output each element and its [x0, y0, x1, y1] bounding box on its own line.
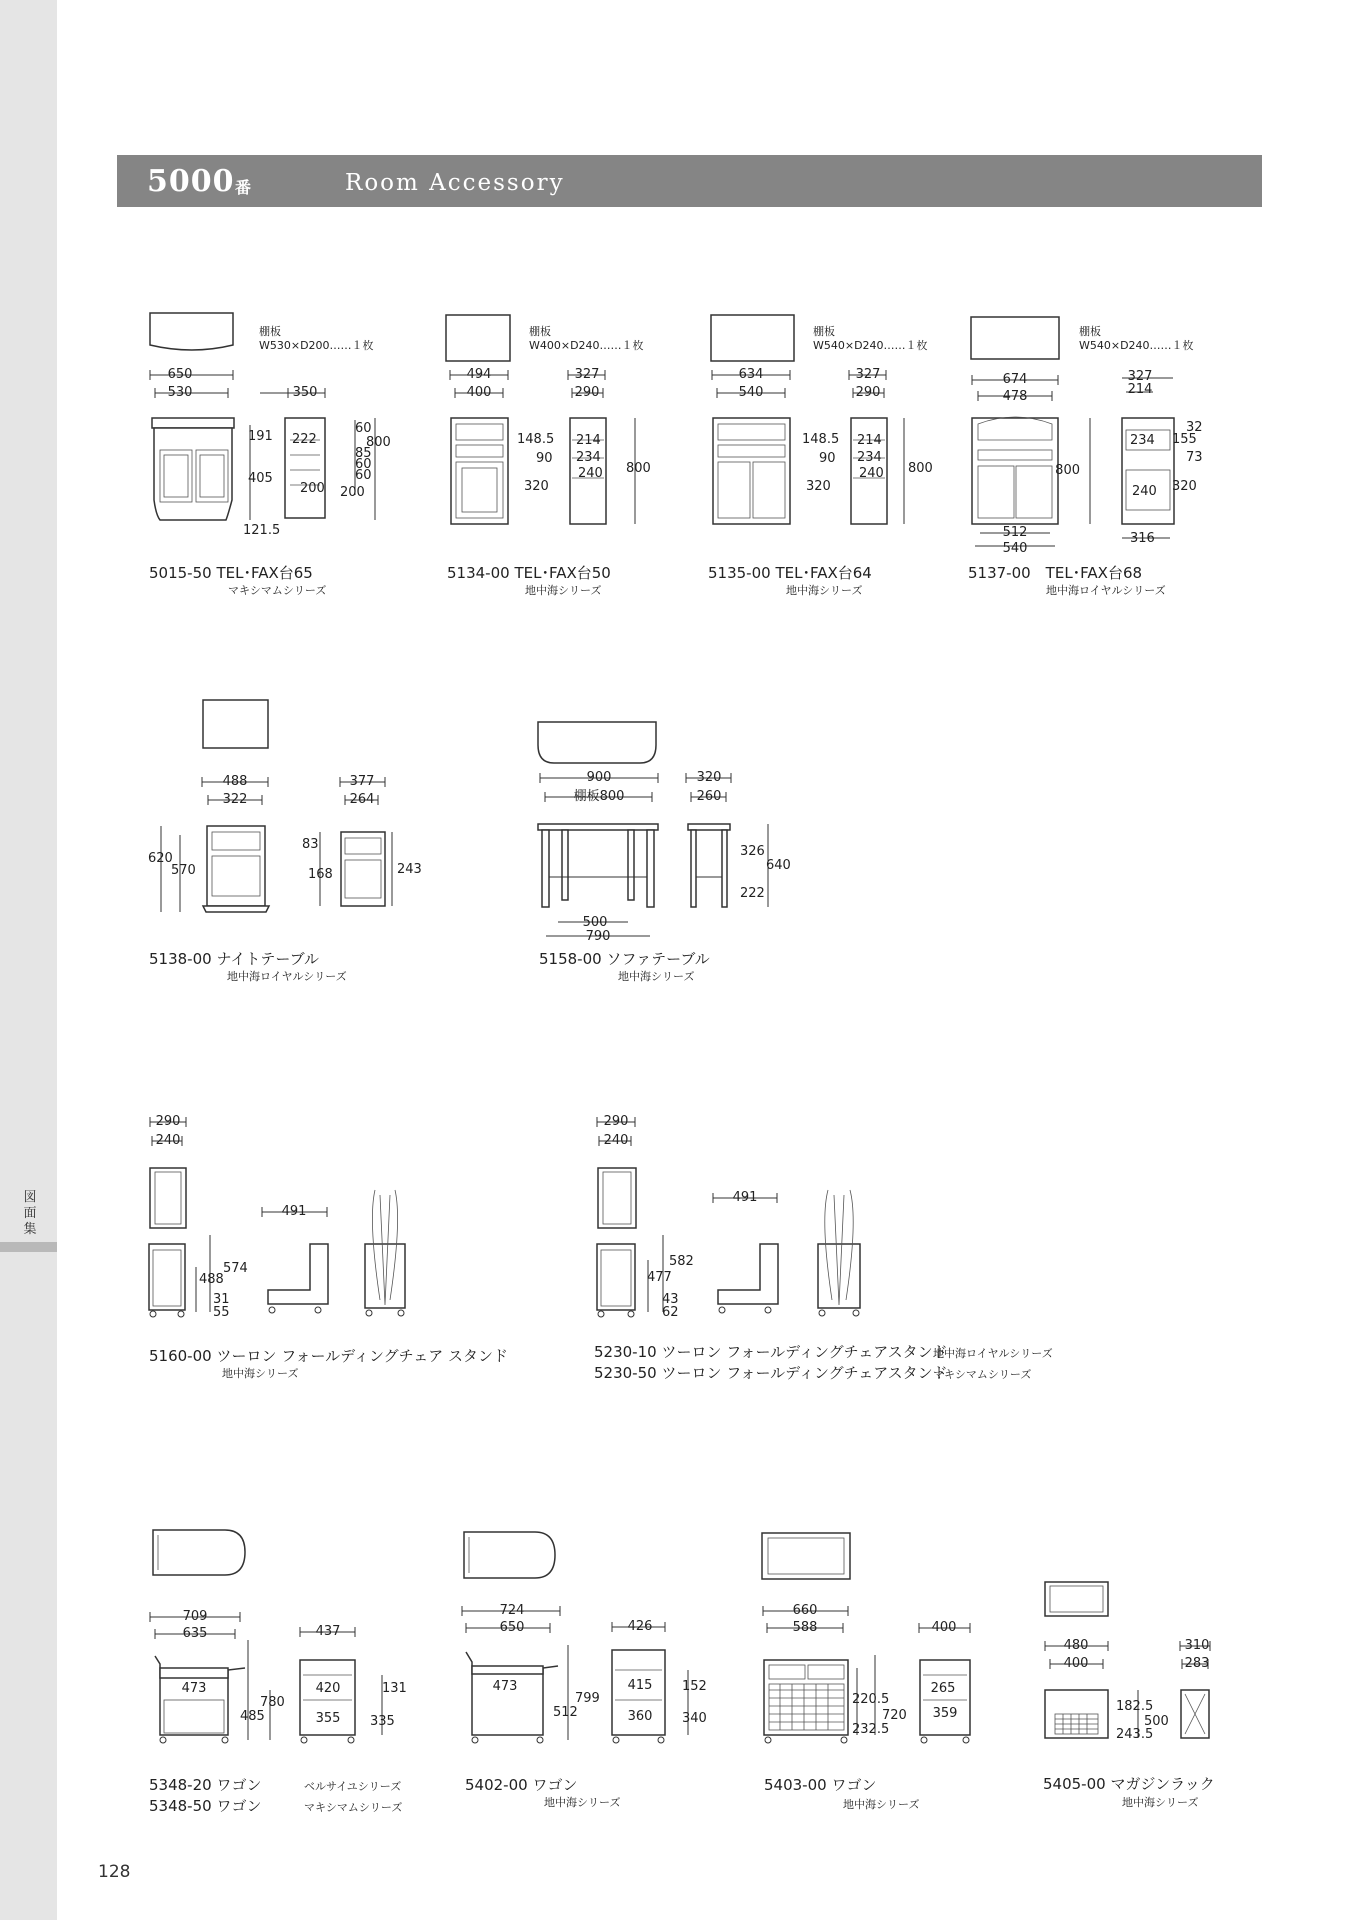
top-view [762, 1533, 850, 1579]
dim-label: 327 [855, 367, 881, 382]
dim-label: 83 [302, 837, 319, 852]
shelf-note-title: 棚板 [529, 325, 551, 338]
page-number: 128 [98, 1862, 131, 1882]
top-view [1045, 1582, 1108, 1616]
product-series: 地中海ロイヤルシリーズ [227, 970, 347, 983]
dim-label: 488 [199, 1272, 224, 1287]
dim-label: 32 [1186, 420, 1203, 435]
product-caption: 5403-00 ワゴン [764, 1776, 877, 1794]
product-caption: 5137-00 TEL･FAX台68 [968, 564, 1143, 582]
dim-label: 60 [355, 468, 372, 483]
section-number-suffix: 番 [235, 178, 252, 197]
dim-label: 232.5 [852, 1722, 890, 1737]
dim-label: 340 [682, 1711, 707, 1726]
product-caption: 5135-00 TEL･FAX台64 [708, 564, 872, 582]
dim-label: 780 [260, 1695, 285, 1710]
dim-label: 800 [366, 435, 391, 450]
dim-label: 240 [155, 1133, 181, 1148]
dim-label: 574 [223, 1261, 248, 1276]
top-view [150, 313, 233, 350]
product-caption: 5402-00 ワゴン [465, 1776, 578, 1794]
drawing-5405-00 [1045, 1582, 1210, 1742]
dim-label: 290 [155, 1114, 181, 1129]
dim-label: 360 [627, 1709, 653, 1724]
dim-label: 320 [1172, 479, 1197, 494]
dim-label: 260 [696, 789, 722, 804]
drawing-5138-00 [148, 700, 422, 912]
dim-label: 60 [355, 421, 372, 436]
dim-label: 650 [499, 1620, 525, 1635]
dim-label: 191 [248, 429, 273, 444]
dim-label: 214 [576, 433, 601, 448]
product-series: マキシマムシリーズ [933, 1368, 1032, 1381]
dim-label: 31 [213, 1292, 230, 1307]
dim-label: 155 [1172, 432, 1197, 447]
dim-label: 222 [292, 432, 317, 447]
dim-label: 220.5 [852, 1692, 890, 1707]
product-caption: 5405-00 マガジンラック [1043, 1775, 1215, 1793]
dim-label: 200 [300, 481, 325, 496]
product-caption: 5138-00 ナイトテーブル [149, 950, 320, 968]
dim-label: 500 [1144, 1714, 1169, 1729]
dim-label: 85 [355, 446, 372, 461]
dim-label: 500 [582, 915, 608, 930]
dim-label: 720 [882, 1708, 907, 1723]
top-view [971, 317, 1059, 359]
dim-label: 355 [315, 1711, 341, 1726]
dim-label: 582 [669, 1254, 694, 1269]
dim-label: 316 [1130, 531, 1155, 546]
dim-label: 420 [315, 1681, 341, 1696]
dim-label: 540 [1002, 541, 1028, 556]
drawing-5160-00 [149, 1114, 405, 1320]
top-view [598, 1168, 636, 1228]
dim-label: 90 [819, 451, 836, 466]
dim-label: 359 [932, 1706, 958, 1721]
dim-label: 478 [1002, 389, 1028, 404]
dim-label: 168 [308, 867, 333, 882]
dim-label: 148.5 [517, 432, 555, 447]
dim-label: 350 [292, 385, 318, 400]
dim-label: 800 [908, 461, 933, 476]
shelf-note [813, 325, 928, 353]
product-caption: 5348-50 ワゴン [149, 1797, 262, 1815]
dim-label: 400 [931, 1620, 957, 1635]
dim-label: 620 [148, 851, 173, 866]
dim-label: 485 [240, 1709, 265, 1724]
product-series: 地中海シリーズ [786, 584, 863, 597]
shelf-note [529, 325, 644, 353]
product-caption: 5348-20 ワゴン [149, 1776, 262, 1794]
dim-label: 488 [222, 774, 248, 789]
side-label-char: 面 [23, 1206, 37, 1221]
dim-label: 90 [536, 451, 553, 466]
dim-label: 415 [627, 1678, 653, 1693]
dim-label: 724 [499, 1603, 525, 1618]
shelf-note-title: 棚板 [259, 325, 281, 338]
dim-label: 152 [682, 1679, 707, 1694]
side-label-char: 図 [23, 1190, 37, 1205]
dim-label: 426 [627, 1619, 653, 1634]
shelf-note-size: W400×D240……１枚 [529, 339, 644, 352]
dim-label: 473 [492, 1679, 518, 1694]
dim-label: 182.5 [1116, 1699, 1154, 1714]
dim-label: 60 [355, 457, 372, 472]
dim-label: 322 [222, 792, 248, 807]
drawing-5348-20 [150, 1530, 407, 1743]
shelf-note [1079, 325, 1194, 353]
dim-label: 530 [167, 385, 193, 400]
dim-label: 222 [740, 886, 765, 901]
dim-label: 335 [370, 1714, 395, 1729]
dim-label: 400 [1063, 1656, 1089, 1671]
dim-label: 660 [792, 1603, 818, 1618]
product-series: ベルサイユシリーズ [304, 1780, 402, 1793]
dim-label: 640 [766, 858, 791, 873]
dim-label: 243.5 [1116, 1727, 1154, 1742]
side-label-char: 集 [23, 1222, 37, 1237]
shelf-note [259, 325, 374, 353]
dim-label: 327 [574, 367, 600, 382]
product-series: 地中海シリーズ [525, 584, 602, 597]
dim-label: 480 [1063, 1638, 1089, 1653]
dim-label: 320 [696, 770, 722, 785]
dim-label: 377 [349, 774, 375, 789]
dim-label: 265 [930, 1681, 956, 1696]
section-number: 5000 [147, 164, 235, 199]
dim-label: 709 [182, 1609, 208, 1624]
product-series: 地中海ロイヤルシリーズ [933, 1347, 1053, 1360]
product-series: 地中海ロイヤルシリーズ [1046, 584, 1166, 597]
drawing-5158-00 [538, 722, 791, 944]
dim-label: 800 [626, 461, 651, 476]
section-title: Room Accessory [345, 170, 565, 196]
dim-label: 400 [466, 385, 492, 400]
dim-label: 540 [738, 385, 764, 400]
product-caption: 5134-00 TEL･FAX台50 [447, 564, 611, 582]
dim-label: 264 [349, 792, 375, 807]
product-series: 地中海シリーズ [544, 1796, 621, 1809]
dim-label: 234 [857, 450, 882, 465]
dim-label: 477 [647, 1270, 672, 1285]
product-series: マキシマムシリーズ [304, 1801, 403, 1814]
dim-label: 900 [586, 770, 612, 785]
dim-label: 234 [1130, 433, 1155, 448]
product-caption: 5158-00 ソファテーブル [539, 950, 710, 968]
dim-label: 588 [792, 1620, 818, 1635]
dim-label: 55 [213, 1305, 230, 1320]
dim-label: 131 [382, 1681, 407, 1696]
dim-label: 240 [603, 1133, 629, 1148]
dim-label: 634 [738, 367, 764, 382]
top-view [203, 700, 268, 748]
top-view [711, 315, 794, 361]
dim-label: 512 [553, 1705, 578, 1720]
dim-label: 121.5 [243, 523, 281, 538]
shelf-note-title: 棚板 [1079, 325, 1101, 338]
dim-label: 512 [1002, 525, 1028, 540]
dim-label: 214 [1127, 382, 1153, 397]
dim-label: 570 [171, 863, 196, 878]
dim-label: 73 [1186, 450, 1203, 465]
product-caption: 5015-50 TEL･FAX台65 [149, 564, 313, 582]
dim-label: 240 [859, 466, 884, 481]
dim-label: 650 [167, 367, 193, 382]
dim-label: 674 [1002, 372, 1028, 387]
dim-label: 437 [315, 1624, 341, 1639]
dim-label: 290 [574, 385, 600, 400]
product-series: 地中海シリーズ [1122, 1796, 1199, 1809]
dim-label: 243 [397, 862, 422, 877]
dim-label: 43 [662, 1292, 679, 1307]
dim-label: 790 [585, 929, 611, 944]
product-series: 地中海シリーズ [618, 970, 695, 983]
shelf-note-size: W530×D200……１枚 [259, 339, 374, 352]
dim-label: 405 [248, 471, 273, 486]
top-view [446, 315, 510, 361]
dim-label: 800 [1055, 463, 1080, 478]
dim-label: 491 [732, 1190, 758, 1205]
dim-label: 799 [575, 1691, 600, 1706]
product-series: 地中海シリーズ [843, 1798, 920, 1811]
dim-label: 240 [1132, 484, 1157, 499]
dim-label: 棚板800 [573, 789, 625, 804]
product-caption: 5230-50 ツーロン フォールディングチェアスタンド [594, 1364, 948, 1382]
dim-label: 214 [857, 433, 882, 448]
drawing-5403-00 [762, 1533, 970, 1743]
dim-label: 290 [855, 385, 881, 400]
dim-label: 635 [182, 1626, 208, 1641]
dim-label: 320 [806, 479, 831, 494]
dim-label: 283 [1184, 1656, 1210, 1671]
top-view [153, 1530, 245, 1575]
dim-label: 326 [740, 844, 765, 859]
dim-label: 290 [603, 1114, 629, 1129]
product-series: 地中海シリーズ [222, 1367, 299, 1380]
dim-label: 62 [662, 1305, 679, 1320]
dim-label: 494 [466, 367, 492, 382]
shelf-note-size: W540×D240……１枚 [1079, 339, 1194, 352]
drawing-5402-00 [462, 1532, 707, 1743]
product-caption: 5230-10 ツーロン フォールディングチェアスタンド [594, 1343, 948, 1361]
product-series: マキシマムシリーズ [228, 584, 327, 597]
dim-label: 200 [340, 485, 365, 500]
dim-label: 234 [576, 450, 601, 465]
top-view [464, 1532, 555, 1578]
dim-label: 491 [281, 1204, 307, 1219]
dim-label: 310 [1184, 1638, 1210, 1653]
dim-label: 327 [1127, 369, 1153, 384]
top-view [538, 722, 656, 763]
dim-label: 148.5 [802, 432, 840, 447]
shelf-note-title: 棚板 [813, 325, 835, 338]
shelf-note-size: W540×D240……１枚 [813, 339, 928, 352]
product-caption: 5160-00 ツーロン フォールディングチェア スタンド [149, 1347, 508, 1365]
dim-label: 240 [578, 466, 603, 481]
dim-label: 473 [181, 1681, 207, 1696]
dim-label: 320 [524, 479, 549, 494]
drawing-5230-10 [597, 1114, 860, 1320]
